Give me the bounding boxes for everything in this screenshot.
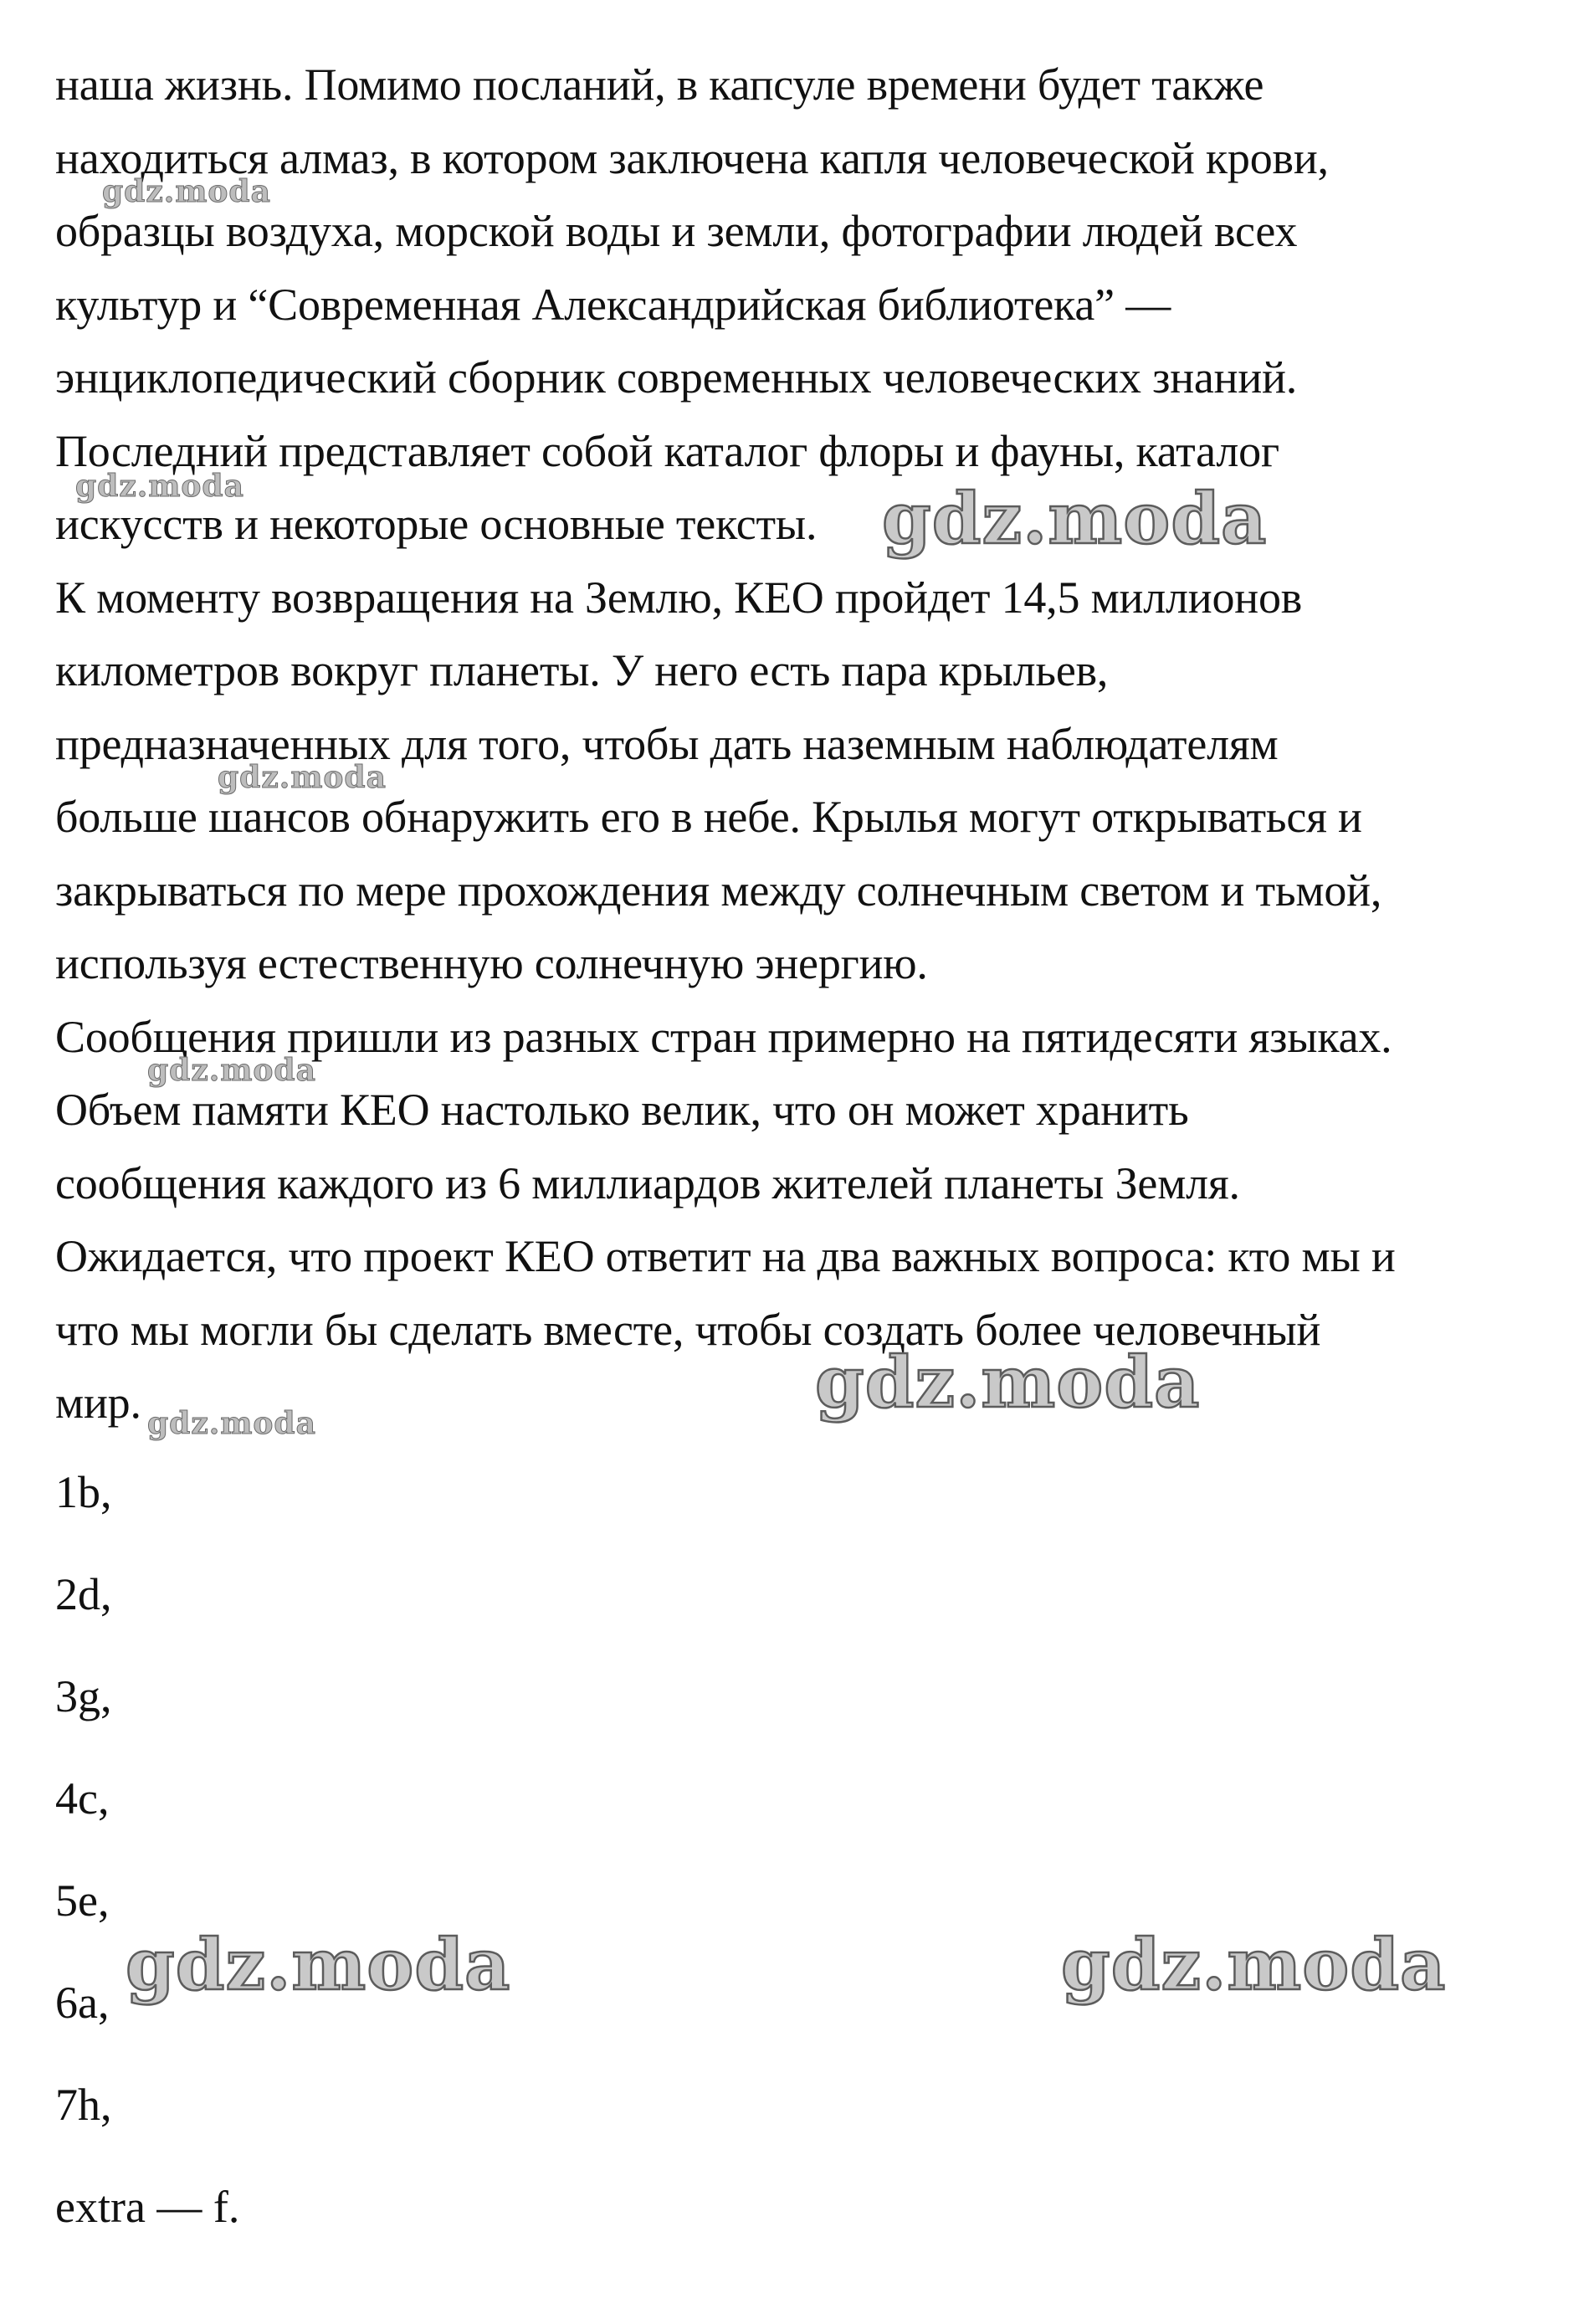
watermark-logo: gdz.moda xyxy=(126,1923,511,2006)
text-line: Ожидается, что проект КЕО ответит на два важных вопроса: кто мы и xyxy=(55,1231,1396,1281)
text-line: километров вокруг планеты. У него есть пара крыльев, xyxy=(55,645,1109,695)
text-line: используя естественную солнечную энергию. xyxy=(55,938,928,988)
text-line: искусств и некоторые основные тексты. xyxy=(55,499,818,549)
text-line: культур и “Современная Александрийская библиотека” — xyxy=(55,279,1171,330)
answer-item: 3g, xyxy=(55,1671,112,1721)
watermark-logo: gdz.moda xyxy=(147,1406,316,1441)
watermark-logo: gdz.moda xyxy=(882,477,1268,560)
watermark-logo: gdz.moda xyxy=(1061,1923,1447,2006)
answer-item: 7h, xyxy=(55,2080,112,2130)
text-line: энциклопедический сборник современных человеческих знаний. xyxy=(55,352,1298,403)
text-line: К моменту возвращения на Землю, КЕО пройдет 14,5 миллионов xyxy=(55,572,1303,623)
answer-item: 6a, xyxy=(55,1978,110,2028)
text-line: закрываться по мере прохождения между солнечным светом и тьмой, xyxy=(55,864,1382,916)
watermark-logo: gdz.moda xyxy=(218,760,387,795)
text-line: Последний представляет собой каталог флоры и фауны, каталог xyxy=(55,425,1279,476)
watermark-logo: gdz.moda xyxy=(75,469,244,504)
text-body xyxy=(55,49,1561,1440)
answer-item: 1b, xyxy=(55,1467,112,1517)
text-line: сообщения каждого из 6 миллиардов жителей планеты Земля. xyxy=(55,1157,1240,1208)
answer-item: 4c, xyxy=(55,1773,110,1824)
watermark-logo: gdz.moda xyxy=(147,1053,316,1088)
text-line: Объем памяти КЕО настолько велик, что он может хранить xyxy=(55,1085,1189,1135)
text-line: находиться алмаз, в котором заключена капля человеческой крови, xyxy=(55,132,1329,183)
answer-item: 2d, xyxy=(55,1569,112,1619)
watermark-logo: gdz.moda xyxy=(102,174,271,209)
text-line: что мы могли бы сделать вместе, чтобы создать более человечный xyxy=(55,1304,1321,1355)
answer-item: extra — f. xyxy=(55,2182,240,2232)
text-line: больше шансов обнаружить его в небе. Крылья могут открываться и xyxy=(55,792,1362,842)
text-line: предназначенных для того, чтобы дать наземным наблюдателям xyxy=(55,718,1279,769)
watermark-logo: gdz.moda xyxy=(815,1341,1201,1424)
text-line: наша жизнь. Помимо посланий, в капсуле времени будет также xyxy=(55,59,1264,110)
text-line: образцы воздуха, морской воды и земли, фотографии людей всех xyxy=(55,206,1298,256)
text-line: Сообщения пришли из разных стран примерно на пятидесяти языках. xyxy=(55,1011,1392,1062)
answer-item: 5e, xyxy=(55,1875,110,1926)
text-line: мир. xyxy=(55,1377,141,1428)
